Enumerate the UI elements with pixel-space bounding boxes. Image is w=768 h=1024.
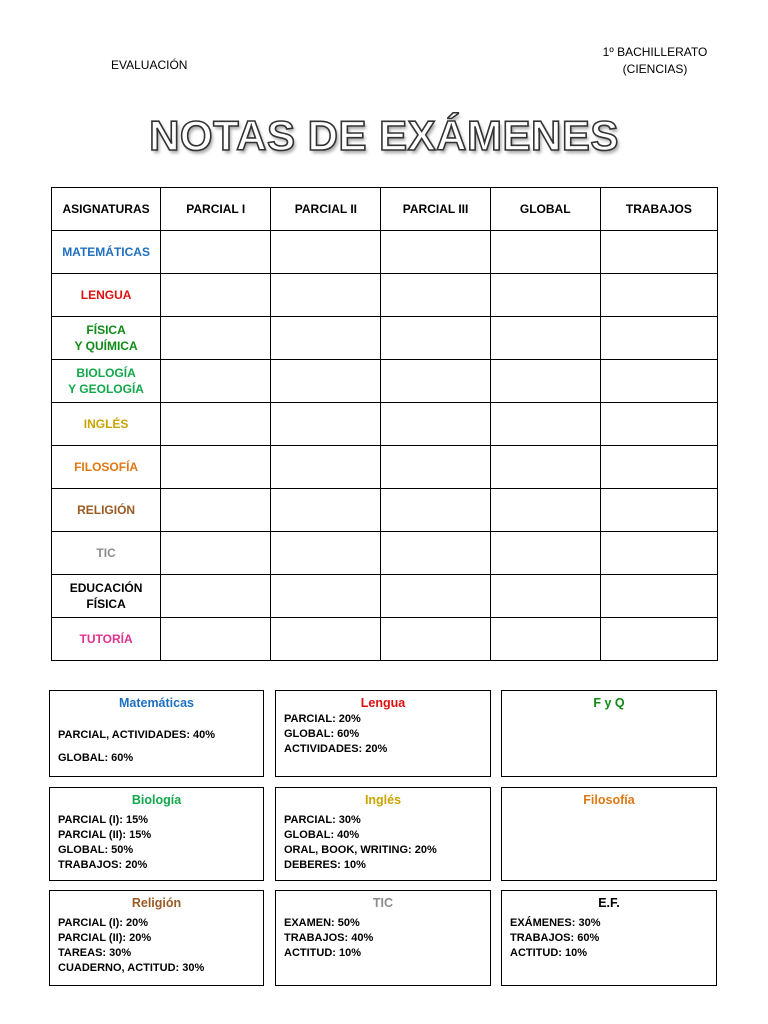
grade-cell[interactable]: [381, 532, 490, 575]
weighting-line: PARCIAL, ACTIVIDADES: 40%: [58, 729, 216, 741]
page-title: NOTAS DE EXÁMENES: [149, 112, 619, 159]
grade-cell[interactable]: [161, 532, 271, 575]
table-row: [52, 360, 718, 403]
table-row: [52, 532, 718, 575]
weighting-line: TRABAJOS: 60%: [510, 932, 600, 944]
weighting-line: PARCIAL (I): 20%: [58, 917, 149, 929]
weighting-list: [502, 916, 716, 961]
table-row: [52, 489, 718, 532]
weighting-line: TRABAJOS: 20%: [58, 859, 148, 871]
subject-name: EDUCACIÓN FÍSICA: [52, 575, 161, 618]
grade-cell[interactable]: [161, 618, 271, 661]
grade-cell[interactable]: [490, 403, 600, 446]
weighting-line: EXAMEN: 50%: [284, 917, 360, 929]
grade-cell[interactable]: [490, 575, 600, 618]
grade-cell[interactable]: [600, 575, 717, 618]
subject-name: MATEMÁTICAS: [52, 231, 161, 274]
grade-cell[interactable]: [271, 618, 381, 661]
subject-name: RELIGIÓN: [52, 489, 161, 532]
table-row: [52, 618, 718, 661]
grade-cell[interactable]: [271, 360, 381, 403]
course-label: [590, 44, 720, 78]
weighting-box: [275, 690, 491, 777]
table-row: [52, 446, 718, 489]
grade-cell[interactable]: [381, 489, 490, 532]
weighting-line: DEBERES: 10%: [284, 859, 366, 871]
grade-cell[interactable]: [490, 360, 600, 403]
weighting-line: PARCIAL (I): 15%: [58, 814, 149, 826]
weighting-box: [49, 690, 264, 777]
subject-name: LENGUA: [52, 274, 161, 317]
weighting-line: GLOBAL: 60%: [284, 728, 360, 740]
weighting-line: TRABAJOS: 40%: [284, 932, 374, 944]
table-row: [52, 317, 718, 360]
grade-cell[interactable]: [381, 231, 490, 274]
weighting-box: [501, 787, 717, 881]
grade-cell[interactable]: [490, 274, 600, 317]
table-row: [52, 231, 718, 274]
course-line-2: (CIENCIAS): [622, 62, 688, 76]
column-header: ASIGNATURAS: [52, 188, 161, 231]
weighting-box: [275, 787, 491, 881]
grade-cell[interactable]: [600, 360, 717, 403]
column-header: TRABAJOS: [600, 188, 717, 231]
table-row: [52, 274, 718, 317]
weighting-list: [50, 728, 263, 766]
grade-cell[interactable]: [600, 274, 717, 317]
weighting-box-title: TIC: [372, 896, 394, 910]
grade-cell[interactable]: [381, 446, 490, 489]
weighting-line: PARCIAL: 30%: [284, 814, 361, 826]
grade-cell[interactable]: [271, 446, 381, 489]
weighting-list: [276, 712, 490, 757]
subject-name: FÍSICA Y QUÍMICA: [52, 317, 161, 360]
weighting-box-title: F y Q: [593, 696, 625, 710]
weighting-box-title: Religión: [131, 896, 182, 910]
weighting-line: PARCIAL (II): 20%: [58, 932, 152, 944]
weighting-line: ORAL, BOOK, WRITING: 20%: [284, 844, 437, 856]
grade-cell[interactable]: [490, 532, 600, 575]
weighting-box: [501, 690, 717, 777]
grade-cell[interactable]: [600, 618, 717, 661]
grade-cell[interactable]: [271, 274, 381, 317]
grade-cell[interactable]: [161, 575, 271, 618]
grade-cell[interactable]: [161, 274, 271, 317]
weighting-list: [50, 916, 263, 976]
weighting-line: GLOBAL: 50%: [58, 844, 134, 856]
weighting-box-title: Inglés: [364, 793, 402, 807]
weighting-line: PARCIAL: 20%: [284, 713, 361, 725]
weighting-line: ACTITUD: 10%: [510, 947, 588, 959]
weighting-box-title: Lengua: [360, 696, 406, 710]
grade-cell[interactable]: [381, 317, 490, 360]
weighting-box: [275, 890, 491, 986]
evaluation-label: EVALUACIÓN: [111, 58, 188, 72]
grade-cell[interactable]: [161, 403, 271, 446]
grade-cell[interactable]: [490, 489, 600, 532]
weighting-list: [276, 813, 490, 873]
grade-cell[interactable]: [381, 618, 490, 661]
weighting-box-title: Matemáticas: [118, 696, 195, 710]
grade-cell[interactable]: [600, 532, 717, 575]
weighting-list: [50, 813, 263, 873]
column-header: GLOBAL: [490, 188, 600, 231]
weighting-line: CUADERNO, ACTITUD: 30%: [58, 962, 205, 974]
grade-cell[interactable]: [600, 446, 717, 489]
column-header: PARCIAL III: [381, 188, 490, 231]
course-line-1: 1º BACHILLERATO: [602, 45, 708, 59]
grade-cell[interactable]: [490, 317, 600, 360]
subject-name: FILOSOFÍA: [52, 446, 161, 489]
weighting-line: GLOBAL: 40%: [284, 829, 360, 841]
grade-cell[interactable]: [381, 575, 490, 618]
grade-cell[interactable]: [271, 489, 381, 532]
table-header-row: [52, 188, 718, 231]
grade-cell[interactable]: [600, 489, 717, 532]
weighting-line: ACTIVIDADES: 20%: [284, 743, 388, 755]
grade-cell[interactable]: [271, 231, 381, 274]
weighting-line: TAREAS: 30%: [58, 947, 132, 959]
grade-cell[interactable]: [271, 575, 381, 618]
grade-cell[interactable]: [381, 274, 490, 317]
table-row: [52, 403, 718, 446]
grade-cell[interactable]: [490, 446, 600, 489]
grade-cell[interactable]: [161, 360, 271, 403]
weighting-line: ACTITUD: 10%: [284, 947, 362, 959]
grade-cell[interactable]: [381, 403, 490, 446]
subject-name: TIC: [52, 532, 161, 575]
grade-cell[interactable]: [381, 360, 490, 403]
weighting-line: PARCIAL (II): 15%: [58, 829, 152, 841]
column-header: PARCIAL I: [161, 188, 271, 231]
grade-cell[interactable]: [161, 231, 271, 274]
weighting-line: EXÁMENES: 30%: [510, 917, 601, 929]
weighting-box: [49, 890, 264, 986]
grade-cell[interactable]: [490, 231, 600, 274]
grade-cell[interactable]: [271, 532, 381, 575]
grade-cell[interactable]: [161, 489, 271, 532]
weighting-box: [501, 890, 717, 986]
weighting-box: [49, 787, 264, 881]
grade-cell[interactable]: [161, 446, 271, 489]
weighting-box-title: Filosofía: [583, 793, 635, 807]
grade-cell[interactable]: [600, 231, 717, 274]
weighting-box-title: Biología: [131, 793, 182, 807]
subject-name: INGLÉS: [52, 403, 161, 446]
weighting-list: [276, 916, 490, 961]
grades-table: [51, 187, 718, 661]
table-row: [52, 575, 718, 618]
grade-cell[interactable]: [271, 317, 381, 360]
grade-cell[interactable]: [600, 403, 717, 446]
subject-name: TUTORÍA: [52, 618, 161, 661]
grade-cell[interactable]: [490, 618, 600, 661]
grade-cell[interactable]: [600, 317, 717, 360]
grade-cell[interactable]: [271, 403, 381, 446]
weighting-line: GLOBAL: 60%: [58, 752, 134, 764]
weighting-box-title: E.F.: [598, 896, 620, 910]
grade-cell[interactable]: [161, 317, 271, 360]
column-header: PARCIAL II: [271, 188, 381, 231]
subject-name: BIOLOGÍA Y GEOLOGÍA: [52, 360, 161, 403]
